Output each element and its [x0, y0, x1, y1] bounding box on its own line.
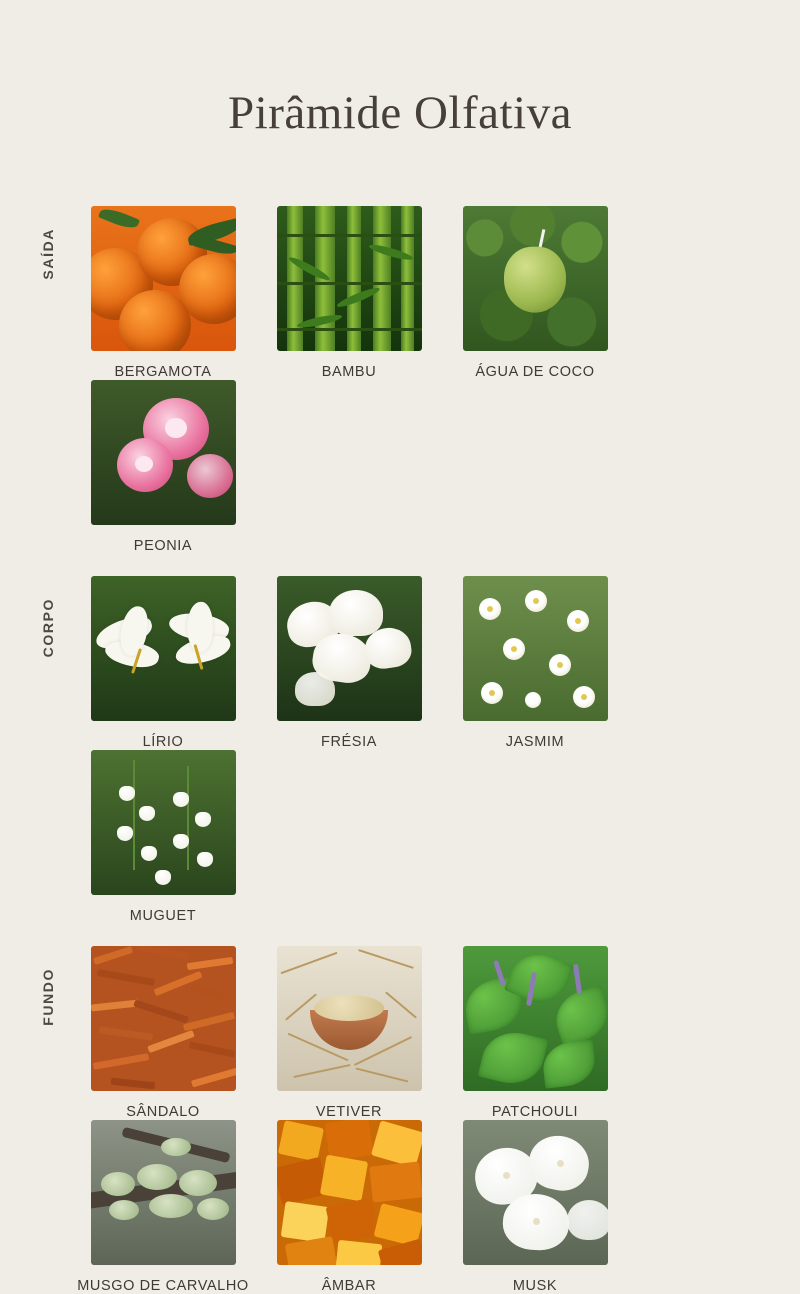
patchouli-photo [463, 946, 608, 1091]
lily-of-the-valley-photo [91, 750, 236, 895]
freesia-photo [277, 576, 422, 721]
note-card-agua-de-coco[interactable] [442, 206, 628, 380]
musk-flower-photo [463, 1120, 608, 1265]
note-caption: ÁGUA DE COCO [475, 364, 595, 380]
row-cards [70, 576, 800, 924]
bamboo-photo [277, 206, 422, 351]
note-card-bambu[interactable] [256, 206, 442, 380]
peony-photo [91, 380, 236, 525]
row-cards [70, 206, 800, 554]
note-card-musk[interactable] [442, 1120, 628, 1294]
note-caption: BERGAMOTA [114, 364, 212, 380]
note-card-musgo-de-carvalho[interactable] [70, 1120, 256, 1294]
row-label-text: FUNDO [40, 968, 56, 1026]
note-card-peonia[interactable] [70, 380, 256, 554]
note-caption: MUSGO DE CARVALHO [77, 1278, 249, 1294]
row-label-text: CORPO [40, 598, 56, 658]
page-title: Pirâmide Olfativa [228, 87, 572, 139]
note-card-muguet[interactable] [70, 750, 256, 924]
note-caption: SÂNDALO [126, 1104, 200, 1120]
note-card-ambar[interactable] [256, 1120, 442, 1294]
pyramid-row-top-notes [26, 206, 800, 554]
pyramid-row-base-notes [26, 946, 800, 1294]
note-caption: ÂMBAR [321, 1278, 377, 1294]
oranges-photo [91, 206, 236, 351]
note-caption: BAMBU [321, 364, 377, 380]
note-card-lirio[interactable] [70, 576, 256, 750]
vetiver-photo [277, 946, 422, 1091]
note-card-fresia[interactable] [256, 576, 442, 750]
pyramid-row-heart-notes [26, 576, 800, 924]
note-caption: PATCHOULI [491, 1104, 579, 1120]
amber-photo [277, 1120, 422, 1265]
coconut-water-photo [463, 206, 608, 351]
row-cards [70, 946, 800, 1294]
row-label-text: SAÍDA [40, 228, 56, 280]
note-caption: FRÉSIA [321, 734, 377, 750]
note-caption: VETIVER [315, 1104, 383, 1120]
oakmoss-photo [91, 1120, 236, 1265]
lily-photo [91, 576, 236, 721]
pyramid-rows [0, 206, 800, 1294]
sandalwood-photo [91, 946, 236, 1091]
row-label-fundo [26, 946, 70, 1026]
note-card-jasmim[interactable] [442, 576, 628, 750]
jasmine-photo [463, 576, 608, 721]
note-caption: MUGUET [129, 908, 197, 924]
note-caption: LÍRIO [142, 734, 184, 750]
row-label-saida [26, 206, 70, 280]
row-label-corpo [26, 576, 70, 657]
note-card-patchouli[interactable] [442, 946, 628, 1120]
note-caption: MUSK [512, 1278, 558, 1294]
note-caption: JASMIM [505, 734, 565, 750]
note-card-sandalo[interactable] [70, 946, 256, 1120]
note-card-vetiver[interactable] [256, 946, 442, 1120]
note-caption: PEONIA [133, 538, 193, 554]
note-card-bergamota[interactable] [70, 206, 256, 380]
